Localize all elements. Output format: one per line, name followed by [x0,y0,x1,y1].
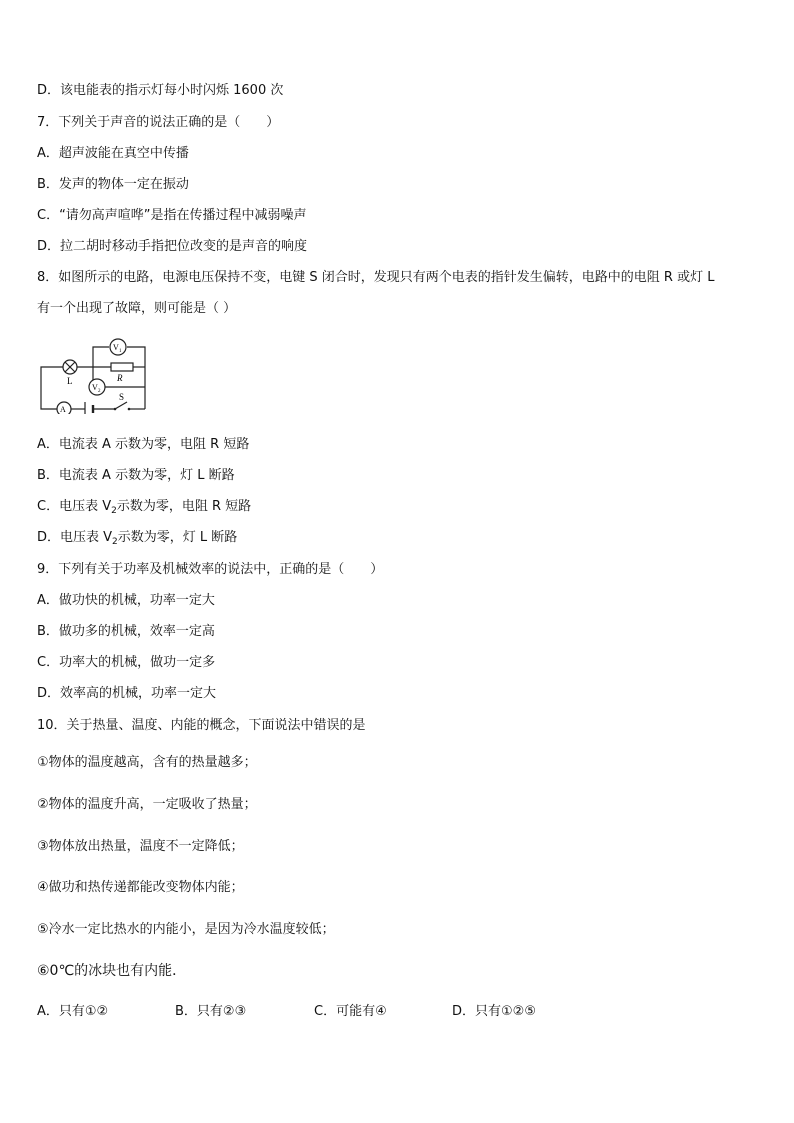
q10-option-b: B．只有②③ [175,1004,247,1019]
q8-option-b: B．电流表 A 示数为零，灯 L 断路 [37,468,235,483]
switch-s [114,392,131,410]
q10-statement-2: ②物体的温度升高，一定吸收了热量； [37,797,257,812]
q9-option-a: A．做功快的机械，功率一定大 [37,593,215,608]
q9-option-d: D．效率高的机械，功率一定大 [37,686,217,701]
q6-option-d: D．该电能表的指示灯每小时闪烁 1600 次 [37,83,284,98]
q8-option-a: A．电流表 A 示数为零，电阻 R 短路 [37,437,250,452]
lamp-label: L [67,376,73,386]
voltmeter-v1 [110,339,126,355]
battery [85,402,93,414]
svg-text:V: V [113,343,119,352]
svg-text:V: V [92,383,98,392]
q10-option-d: D．只有①②⑤ [452,1004,536,1019]
q10-statement-6: ⑥0℃的冰块也有内能． [37,963,187,979]
lamp-l [63,360,77,386]
q7-option-a: A．超声波能在真空中传播 [37,146,189,161]
q10-option-c: C．可能有④ [314,1004,387,1019]
q8-option-c: C．电压表 $V_2$示数为零，电阻 R 短路 [37,499,252,516]
q9-option-c: C．功率大的机械，做功一定多 [37,655,216,670]
q8-stem-line2: 有一个出现了故障，则可能是（ ） [37,301,237,316]
svg-text:A: A [60,405,66,414]
q10-option-a: A．只有①② [37,1004,109,1019]
q10-statement-5: ⑤冷水一定比热水的内能小，是因为冷水温度较低； [37,922,335,937]
ammeter-a [57,402,71,414]
q10-stem: 10．关于热量、温度、内能的概念，下面说法中错误的是 [37,718,366,733]
svg-text:1: 1 [119,349,122,354]
q7-stem: 7．下列关于声音的说法正确的是（ ） [37,115,280,130]
q7-option-c: C．“请勿高声喧哗”是指在传播过程中减弱噪声 [37,208,307,223]
switch-label: S [119,392,125,402]
q7-option-d: D．拉二胡时移动手指把位改变的是声音的响度 [37,239,308,254]
circuit-diagram [37,336,149,414]
q10-statement-1: ①物体的温度越高，含有的热量越多； [37,755,257,770]
q8-stem-line1: 8．如图所示的电路，电源电压保持不变，电键 S 闭合时，发现只有两个电表的指针发生偏转，电路中的电阻 R 或灯 L [37,270,715,285]
resistor-label: R [117,373,123,383]
q7-option-b: B．发声的物体一定在振动 [37,177,189,192]
q9-stem: 9．下列有关于功率及机械效率的说法中，正确的是（ ） [37,562,384,577]
q8-option-d: D．电压表 $V_2$示数为零，灯 L 断路 [37,530,238,547]
voltmeter-v2 [89,379,105,395]
q10-statement-3: ③物体放出热量，温度不一定降低； [37,839,244,854]
resistor-r [111,363,133,383]
q10-statement-4: ④做功和热传递都能改变物体内能； [37,880,244,895]
svg-text:2: 2 [98,389,101,394]
q9-option-b: B．做功多的机械，效率一定高 [37,624,215,639]
